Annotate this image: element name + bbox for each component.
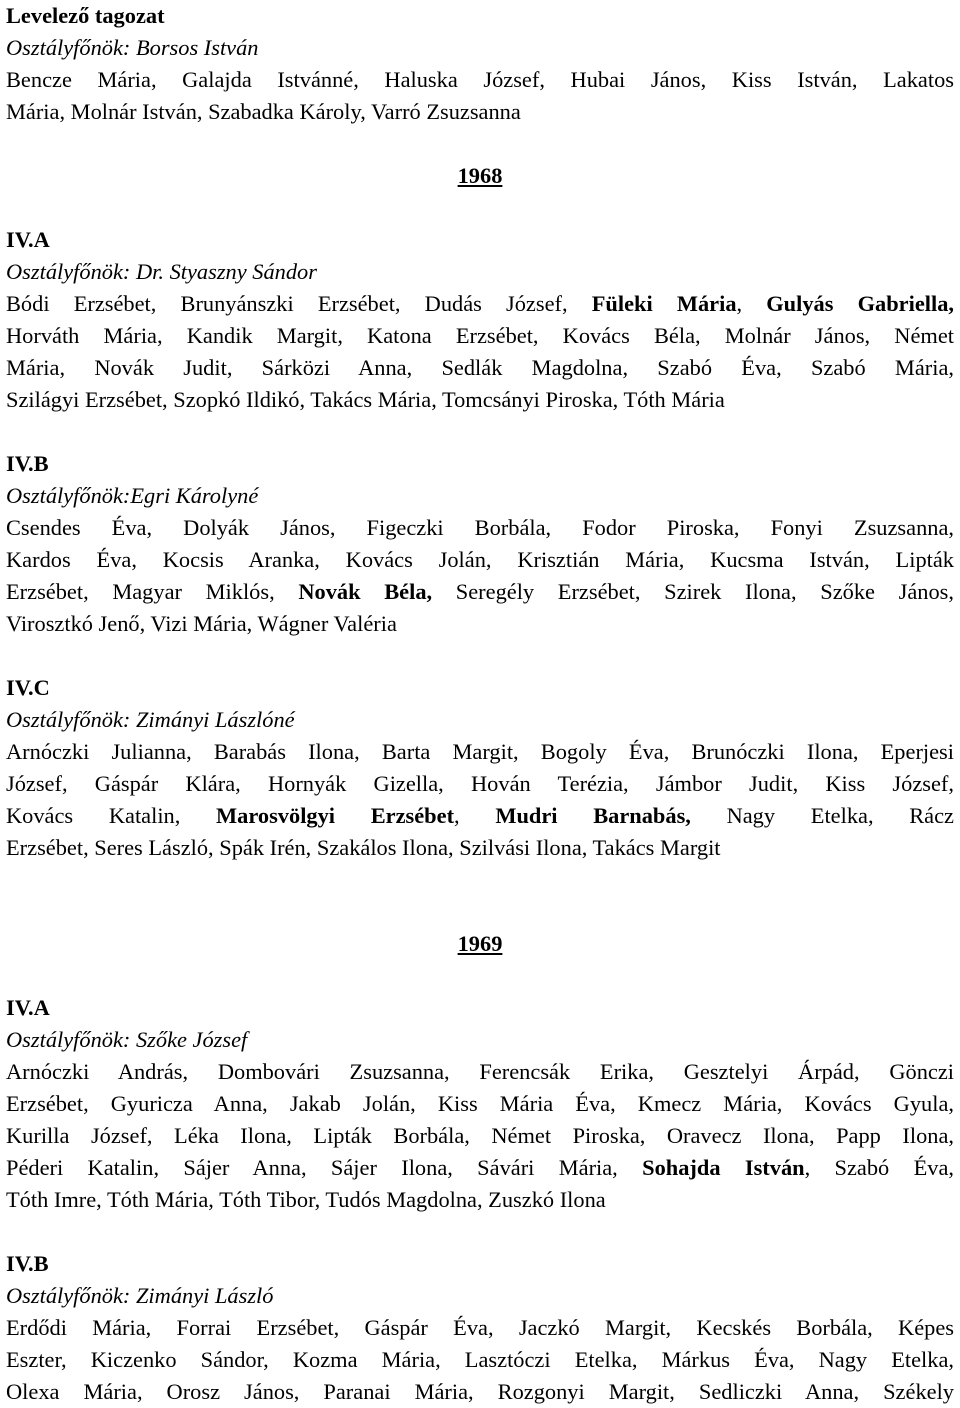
student-list-line: Horváth Mária, Kandik Margit, Katona Erzsébet, Kovács Béla, Molnár János, Német: [6, 323, 954, 348]
student-list-line: Eszter, Kiczenko Sándor, Kozma Mária, Lasztóczi Etelka, Márkus Éva, Nagy Etelka,: [6, 1347, 954, 1372]
class-teacher: Osztályfőnök: Zimányi Lászlóné: [6, 707, 295, 732]
year-heading: 1968: [457, 163, 503, 188]
highlighted-student: Mudri Barnabás,: [495, 803, 691, 828]
student-names: Kovács Katalin,: [6, 803, 217, 828]
separator: ,: [454, 803, 496, 828]
student-list-line: Arnóczki Julianna, Barabás Ilona, Barta Margit, Bogoly Éva, Brunóczki Ilona, Eperjesi: [6, 739, 954, 764]
student-list-line: [6, 1152, 954, 1184]
section-heading: Levelező tagozat: [6, 3, 165, 28]
student-list-line: Erzsébet, Seres László, Spák Irén, Szakálos Ilona, Szilvási Ilona, Takács Margit: [6, 835, 721, 860]
highlighted-student: Novák Béla,: [298, 579, 433, 604]
student-list-line: Bencze Mária, Galajda Istvánné, Haluska József, Hubai János, Kiss István, Lakatos: [6, 67, 954, 92]
class-heading: IV.C: [6, 675, 50, 700]
student-list-line: Szilágyi Erzsébet, Szopkó Ildikó, Takács Mária, Tomcsányi Piroska, Tóth Mária: [6, 387, 725, 412]
student-list-line: [6, 576, 954, 608]
student-list-line: Erzsébet, Gyuricza Anna, Jakab Jolán, Kiss Mária Éva, Kmecz Mária, Kovács Gyula,: [6, 1091, 954, 1116]
student-list-line: Kardos Éva, Kocsis Aranka, Kovács Jolán, Krisztián Mária, Kucsma István, Lipták: [6, 547, 954, 572]
class-teacher: Osztályfőnök: Zimányi László: [6, 1283, 274, 1308]
student-names: Erzsébet, Magyar Miklós,: [6, 579, 299, 604]
document-page: [6, 0, 954, 1408]
student-list-line: [6, 288, 954, 320]
student-names: Nagy Etelka, Rácz: [690, 803, 954, 828]
highlighted-student: Marosvölgyi Erzsébet: [216, 803, 455, 828]
highlighted-student: Gulyás Gabriella,: [766, 291, 954, 316]
student-list-line: Csendes Éva, Dolyák János, Figeczki Borbála, Fodor Piroska, Fonyi Zsuzsanna,: [6, 515, 954, 540]
class-teacher: Osztályfőnök: Szőke József: [6, 1027, 248, 1052]
student-list-line: Olexa Mária, Orosz János, Paranai Mária, Rozgonyi Margit, Sedliczki Anna, Székely: [6, 1379, 954, 1404]
student-names: Seregély Erzsébet, Szirek Ilona, Szőke János,: [432, 579, 954, 604]
class-heading: IV.A: [6, 995, 50, 1020]
class-heading: IV.B: [6, 451, 49, 476]
highlighted-student: Füleki Mária: [591, 291, 737, 316]
class-heading: IV.A: [6, 227, 50, 252]
student-list-line: Tóth Imre, Tóth Mária, Tóth Tibor, Tudós Magdolna, Zuszkó Ilona: [6, 1187, 606, 1212]
student-list-line: Arnóczki András, Dombovári Zsuzsanna, Ferencsák Erika, Gesztelyi Árpád, Gönczi: [6, 1059, 954, 1084]
student-list-line: Mária, Molnár István, Szabadka Károly, Varró Zsuzsanna: [6, 99, 521, 124]
highlighted-student: Sohajda István: [642, 1155, 805, 1180]
student-list-line: Kurilla József, Léka Ilona, Lipták Borbála, Német Piroska, Oravecz Ilona, Papp Ilona,: [6, 1123, 954, 1148]
class-teacher: Osztályfőnök: Borsos István: [6, 35, 259, 60]
student-names: , Szabó Éva,: [804, 1155, 954, 1180]
student-list-line: [6, 800, 954, 832]
class-heading: IV.B: [6, 1251, 49, 1276]
student-names: Péderi Katalin, Sájer Anna, Sájer Ilona, Sávári Mária,: [6, 1155, 643, 1180]
class-teacher: Osztályfőnök: Dr. Styaszny Sándor: [6, 259, 317, 284]
year-heading: 1969: [457, 931, 503, 956]
separator: ,: [736, 291, 767, 316]
student-list-line: József, Gáspár Klára, Hornyák Gizella, Hován Terézia, Jámbor Judit, Kiss József,: [6, 771, 954, 796]
student-list-line: Virosztkó Jenő, Vizi Mária, Wágner Valéria: [6, 611, 397, 636]
class-teacher: Osztályfőnök:Egri Károlyné: [6, 483, 259, 508]
student-names: Bódi Erzsébet, Brunyánszki Erzsébet, Dudás József,: [6, 291, 592, 316]
student-list-line: Mária, Novák Judit, Sárközi Anna, Sedlák Magdolna, Szabó Éva, Szabó Mária,: [6, 355, 954, 380]
student-list-line: Erdődi Mária, Forrai Erzsébet, Gáspár Éva, Jaczkó Margit, Kecskés Borbála, Képes: [6, 1315, 954, 1340]
